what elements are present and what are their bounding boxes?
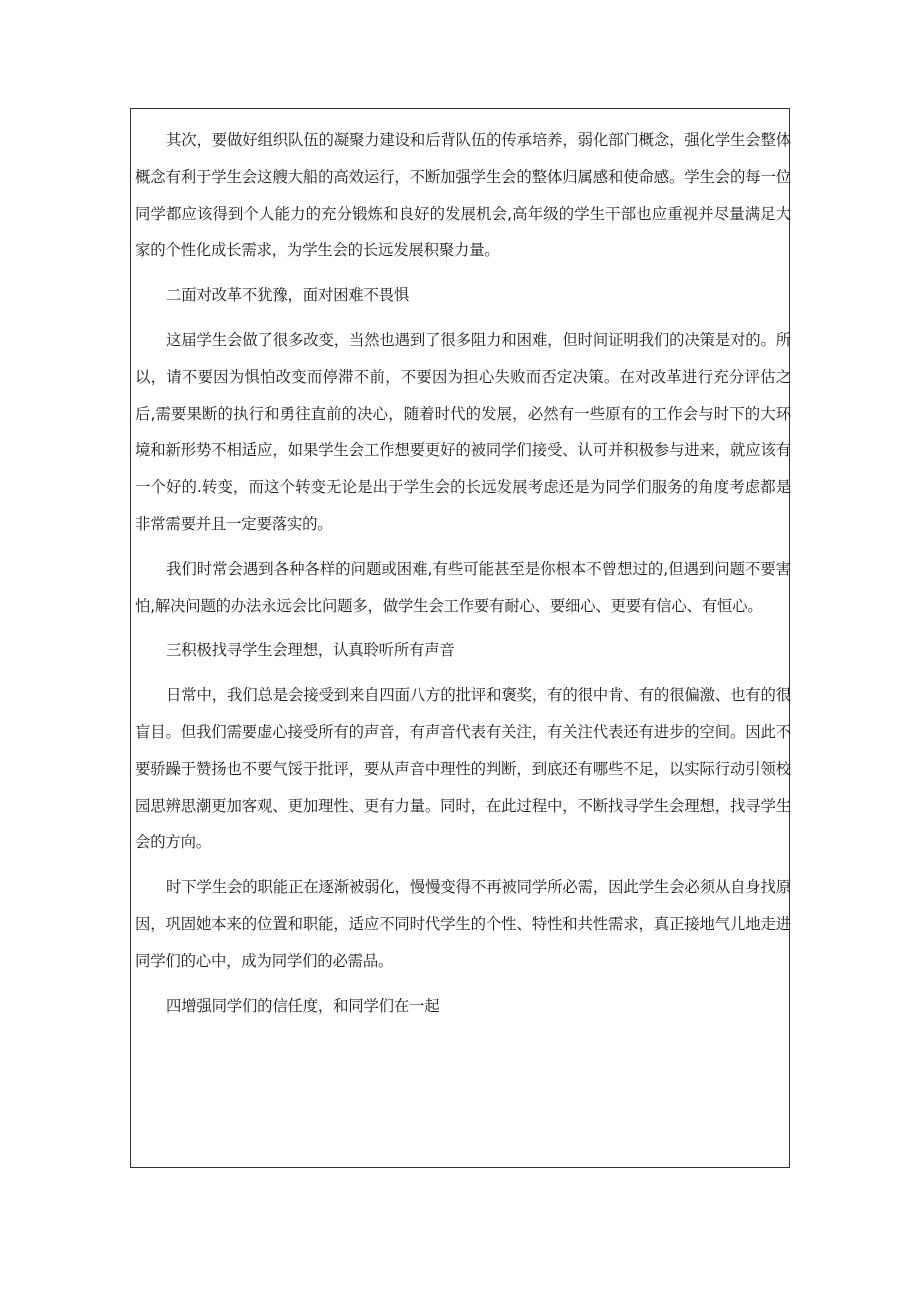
- paragraph-functions: 时下学生会的职能正在逐渐被弱化，慢慢变得不再被同学所必需，因此学生会必须从自身找原因，巩固她本来的位置和职能，适应不同时代学生的个性、特性和共性需求，真正接地气儿地走进同学们的心中，成为同学们的必需品。: [135, 878, 791, 970]
- paragraph-problems: 我们时常会遇到各种各样的问题或困难,有些可能甚至是你根本不曾想过的,但遇到问题不要害怕,解决问题的办法永远会比问题多，做学生会工作要有耐心、要细心、更要有信心、有恒心。: [135, 559, 791, 615]
- document-body: [135, 122, 791, 1024]
- paragraph-feedback: 日常中，我们总是会接受到来自四面八方的批评和褒奖，有的很中肯、有的很偏激、也有的很盲目。但我们需要虚心接受所有的声音，有声音代表有关注，有关注代表还有进步的空间。因此不要骄躁于赞扬也不要气馁于批评，要从声音中理性的判断，到底还有哪些不足，以实际行动引领校园思辨思潮更加客观、更加理性、更有力量。同时，在此过程中，不断找寻学生会理想，找寻学生会的方向。: [135, 686, 791, 852]
- section-heading-4: 四增强同学们的信任度，和同学们在一起: [166, 996, 440, 1015]
- paragraph-team-building: 其次，要做好组织队伍的凝聚力建设和后背队伍的传承培养，弱化部门概念，强化学生会整体概念有利于学生会这艘大船的高效运行，不断加强学生会的整体归属感和使命感。学生会的每一位同学都应该得到个人能力的充分锻炼和良好的发展机会,高年级的学生干部也应重视并尽量满足大家的个性化成长需求，为学生会的长远发展积聚力量。: [135, 131, 791, 260]
- paragraph-reform: 这届学生会做了很多改变，当然也遇到了很多阻力和困难，但时间证明我们的决策是对的。所以，请不要因为惧怕改变而停滞不前，不要因为担心失败而否定决策。在对改革进行充分评估之后,需要果断的执行和勇往直前的决心，随着时代的发展，必然有一些原有的工作会与时下的大环境和新形势不相适应，如果学生会工作想要更好的被同学们接受、认可并积极参与进来，就应该有一个好的.转变，而这个转变无论是出于学生会的长远发展考虑还是为同学们服务的角度考虑都是非常需要并且一定要落实的。: [135, 330, 791, 533]
- section-heading-3: 三积极找寻学生会理想，认真聆听所有声音: [166, 641, 455, 660]
- section-heading-2: 二面对改革不犹豫，面对困难不畏惧: [166, 286, 410, 305]
